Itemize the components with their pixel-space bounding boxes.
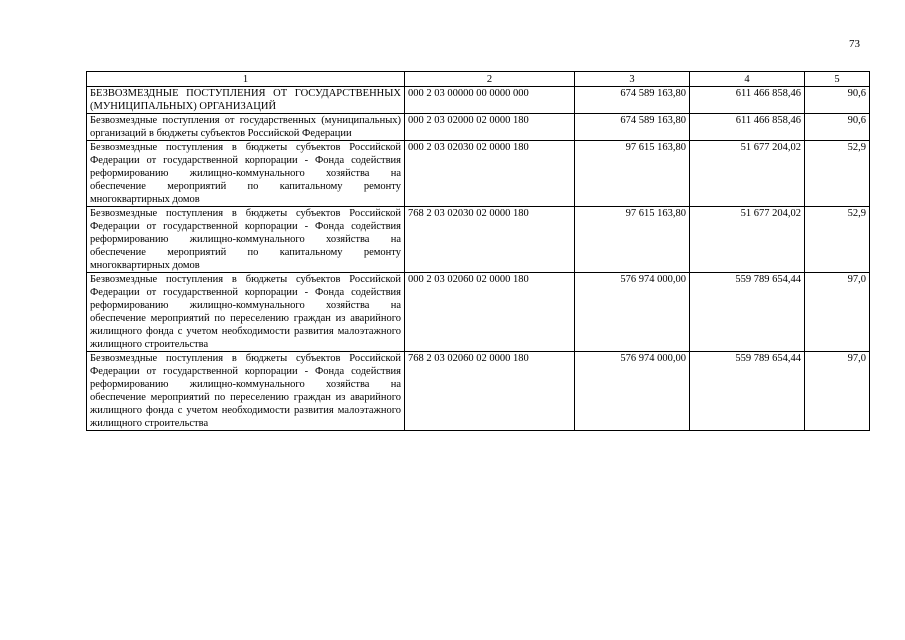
table-row — [87, 207, 870, 273]
header-col-2: 2 — [405, 72, 575, 87]
row-col5-value: 97,0 — [805, 273, 870, 352]
row-col5-value: 52,9 — [805, 207, 870, 273]
budget-table — [86, 71, 870, 431]
page-number: 73 — [849, 38, 860, 50]
row-col4-value: 611 466 858,46 — [690, 87, 805, 114]
row-col4-value: 611 466 858,46 — [690, 114, 805, 141]
row-col3-value: 97 615 163,80 — [575, 207, 690, 273]
row-code: 000 2 03 00000 00 0000 000 — [405, 87, 575, 114]
header-col-5: 5 — [805, 72, 870, 87]
row-col4-value: 51 677 204,02 — [690, 207, 805, 273]
row-col5-value: 97,0 — [805, 352, 870, 431]
row-col4-value: 559 789 654,44 — [690, 352, 805, 431]
row-name: Безвозмездные поступления в бюджеты субъектов Российской Федерации от государственной корпорации - Фонда содействия реформированию жилищно-коммунального хозяйства на обеспечение мероприятий по переселению граждан из аварийного жилищного фонда с учетом необходимости развития малоэтажного жилищного строительства — [87, 273, 405, 352]
row-col5-value: 90,6 — [805, 114, 870, 141]
table-row — [87, 141, 870, 207]
header-col-3: 3 — [575, 72, 690, 87]
row-col4-value: 559 789 654,44 — [690, 273, 805, 352]
table-row — [87, 273, 870, 352]
row-code: 000 2 03 02000 02 0000 180 — [405, 114, 575, 141]
row-code: 000 2 03 02030 02 0000 180 — [405, 141, 575, 207]
row-name: Безвозмездные поступления от государственных (муниципальных) организаций в бюджеты субъектов Российской Федерации — [87, 114, 405, 141]
row-code: 768 2 03 02060 02 0000 180 — [405, 352, 575, 431]
table-row — [87, 87, 870, 114]
row-col5-value: 52,9 — [805, 141, 870, 207]
row-col3-value: 674 589 163,80 — [575, 87, 690, 114]
row-col3-value: 576 974 000,00 — [575, 352, 690, 431]
row-code: 768 2 03 02030 02 0000 180 — [405, 207, 575, 273]
row-name: Безвозмездные поступления в бюджеты субъектов Российской Федерации от государственной корпорации - Фонда содействия реформированию жилищно-коммунального хозяйства на обеспечение мероприятий по капитальному ремонту многоквартирных домов — [87, 141, 405, 207]
row-name: Безвозмездные поступления в бюджеты субъектов Российской Федерации от государственной корпорации - Фонда содействия реформированию жилищно-коммунального хозяйства на обеспечение мероприятий по переселению граждан из аварийного жилищного фонда с учетом необходимости развития малоэтажного жилищного строительства — [87, 352, 405, 431]
table-row — [87, 114, 870, 141]
row-name: БЕЗВОЗМЕЗДНЫЕ ПОСТУПЛЕНИЯ ОТ ГОСУДАРСТВЕННЫХ (МУНИЦИПАЛЬНЫХ) ОРГАНИЗАЦИЙ — [87, 87, 405, 114]
row-code: 000 2 03 02060 02 0000 180 — [405, 273, 575, 352]
table-row — [87, 352, 870, 431]
header-row — [87, 72, 870, 87]
row-name: Безвозмездные поступления в бюджеты субъектов Российской Федерации от государственной корпорации - Фонда содействия реформированию жилищно-коммунального хозяйства на обеспечение мероприятий по капитальному ремонту многоквартирных домов — [87, 207, 405, 273]
row-col4-value: 51 677 204,02 — [690, 141, 805, 207]
row-col3-value: 576 974 000,00 — [575, 273, 690, 352]
row-col5-value: 90,6 — [805, 87, 870, 114]
row-col3-value: 674 589 163,80 — [575, 114, 690, 141]
header-col-1: 1 — [87, 72, 405, 87]
header-col-4: 4 — [690, 72, 805, 87]
row-col3-value: 97 615 163,80 — [575, 141, 690, 207]
